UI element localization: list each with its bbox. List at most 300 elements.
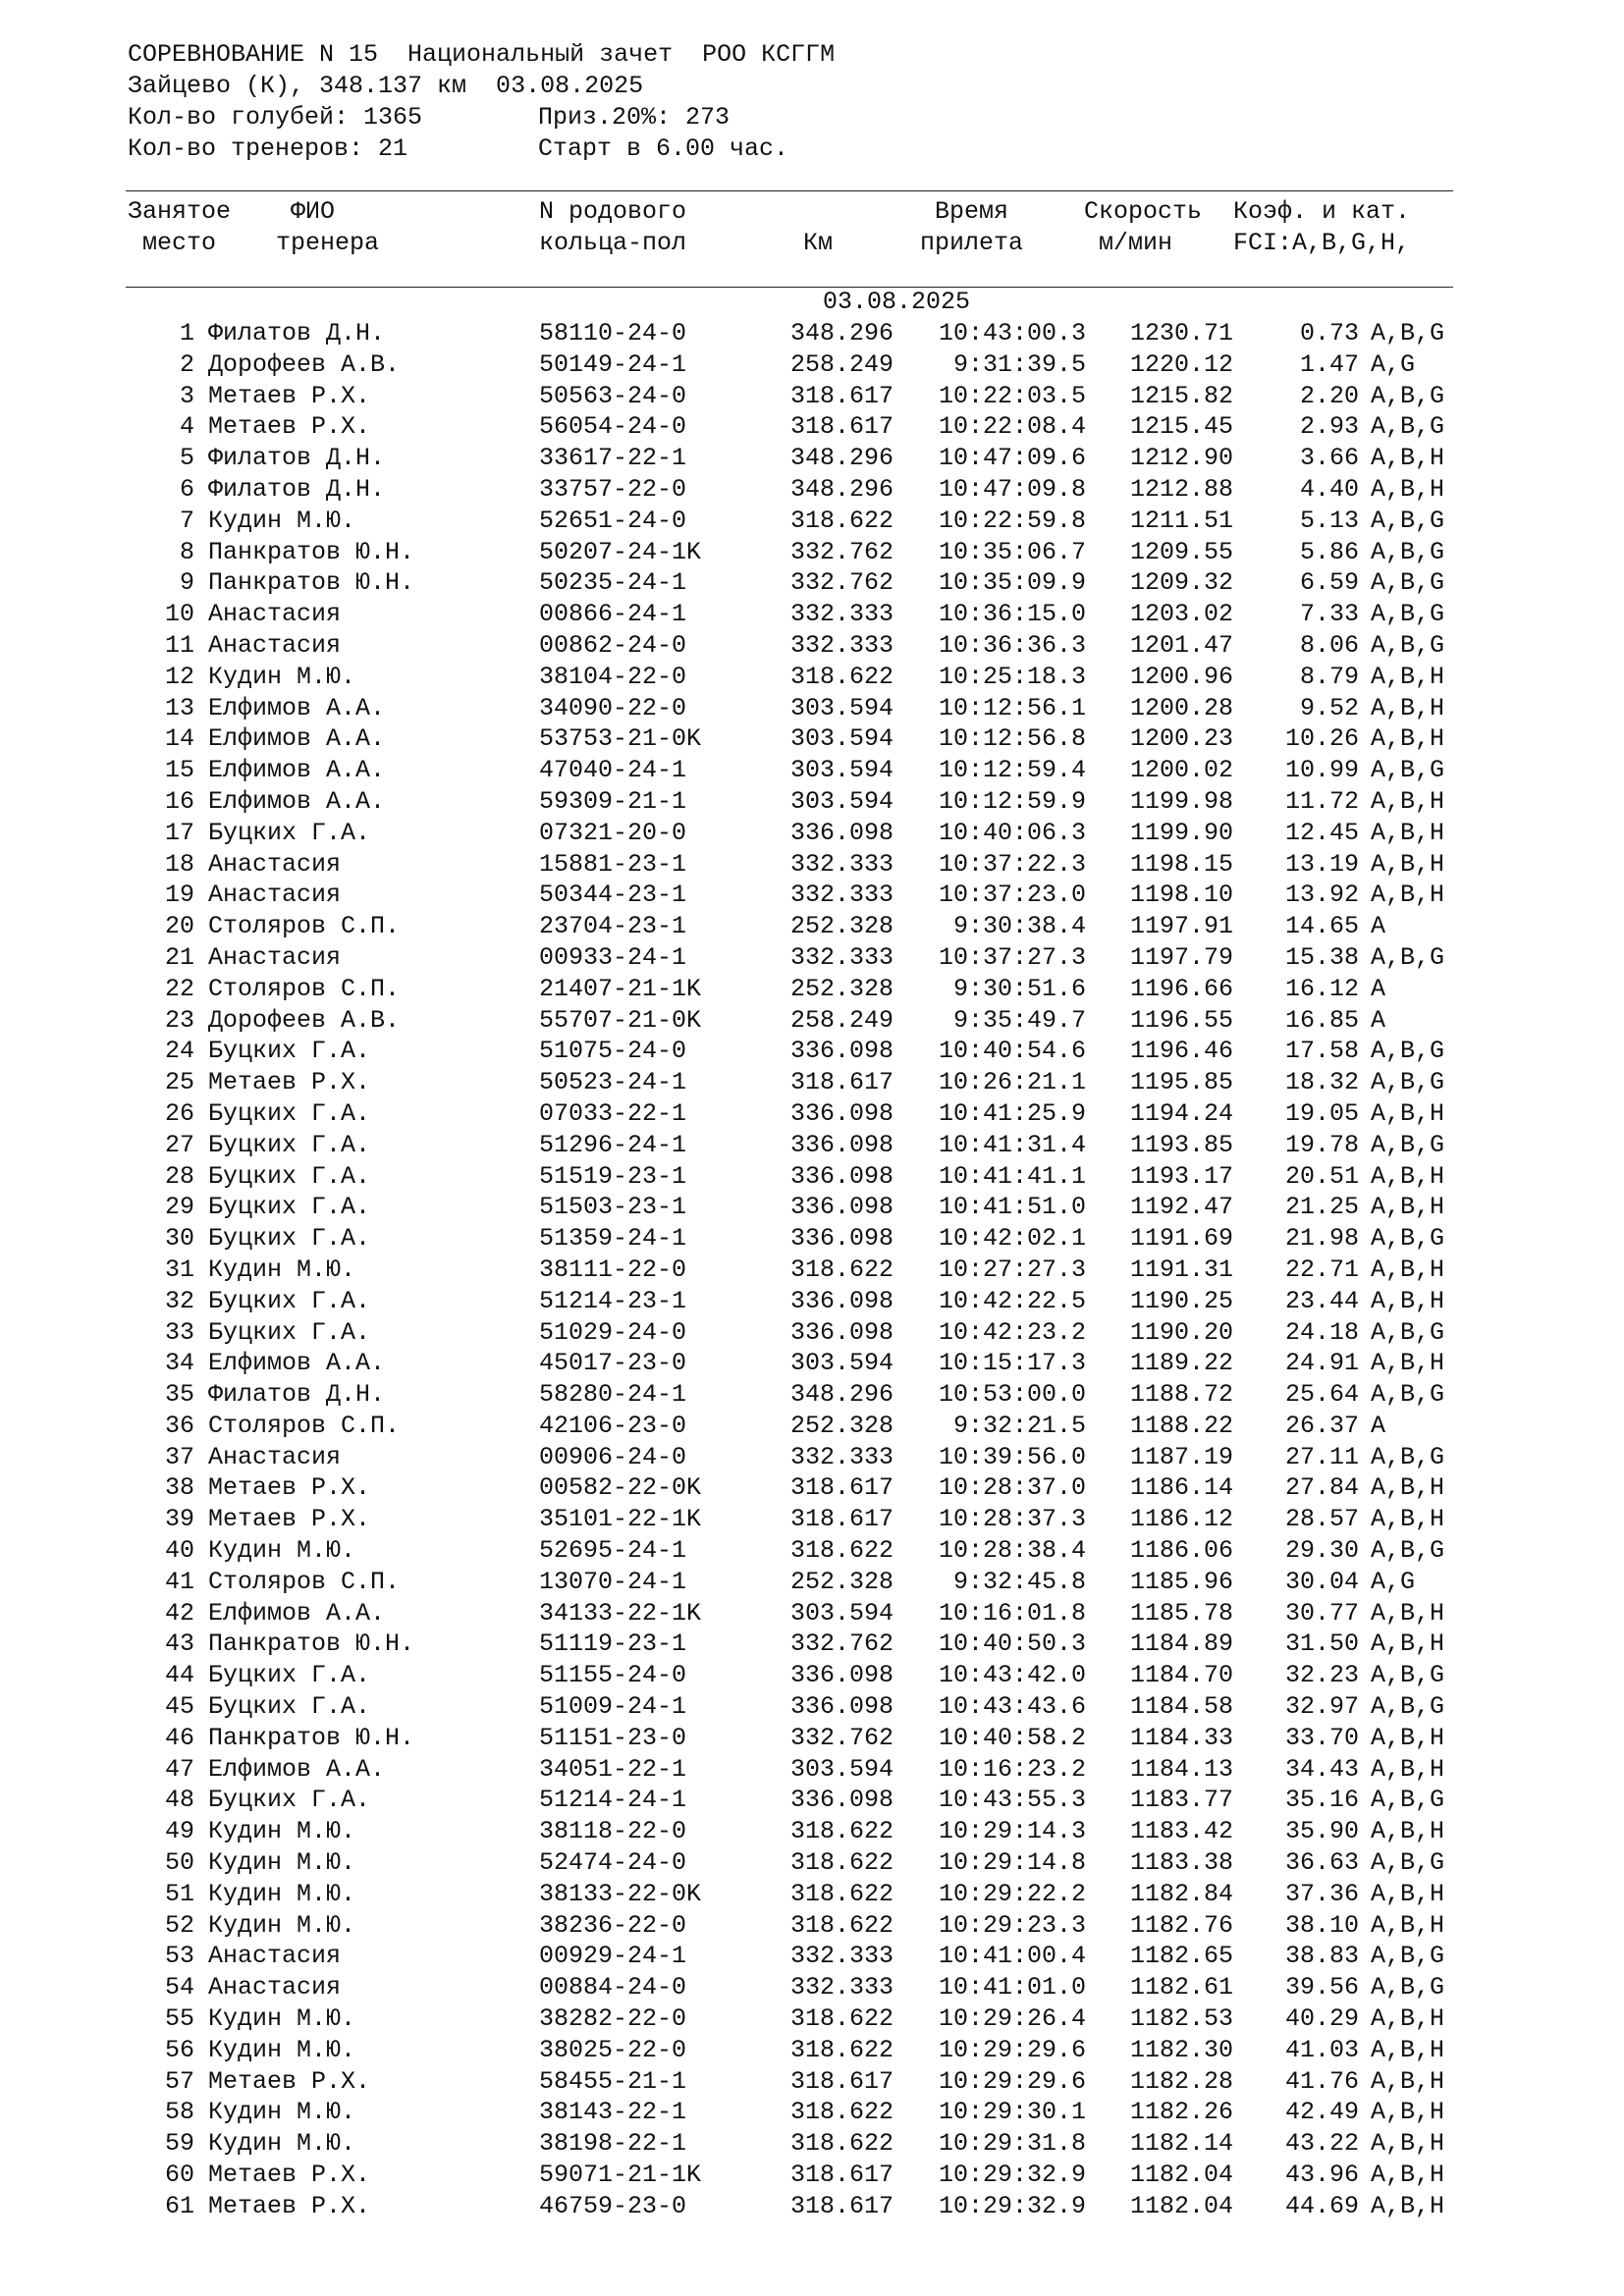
- place-cell: 18: [164, 849, 194, 879]
- table-row: [0, 381, 1624, 412]
- trainer-cell: Дорофеев А.В.: [208, 349, 401, 379]
- trainer-cell: Кудин М.Ю.: [208, 1536, 356, 1566]
- ring-cell: 51519-23-1: [539, 1161, 687, 1191]
- category-cell: A: [1371, 912, 1386, 941]
- table-row: [0, 1223, 1624, 1255]
- place-cell: 17: [164, 818, 194, 847]
- table-row: [0, 1754, 1624, 1786]
- place-cell: 1: [179, 319, 194, 347]
- trainer-cell: Буцких Г.А.: [208, 1193, 371, 1222]
- category-cell: A,B,G: [1371, 1130, 1445, 1159]
- place-cell: 12: [164, 662, 194, 691]
- ring-cell: 38025-22-0: [539, 2035, 687, 2064]
- km-cell: 318.622: [789, 1910, 893, 1940]
- place-cell: 58: [164, 2098, 194, 2127]
- coef-cell: 34.43: [1284, 1754, 1359, 1784]
- km-cell: 336.098: [789, 1692, 893, 1722]
- place-cell: 9: [179, 568, 194, 598]
- coef-cell: 16.85: [1284, 1005, 1359, 1035]
- category-cell: A,B,H: [1371, 2035, 1445, 2064]
- coef-cell: 8.06: [1299, 630, 1359, 660]
- speed-cell: 1192.47: [1129, 1193, 1233, 1222]
- trainer-cell: Анастасия: [208, 881, 342, 910]
- place-cell: 57: [164, 2066, 194, 2096]
- category-cell: A: [1371, 1005, 1386, 1035]
- ring-cell: 58110-24-0: [539, 319, 687, 347]
- speed-cell: 1182.61: [1129, 1973, 1233, 2002]
- category-cell: A,B,G: [1371, 1317, 1445, 1347]
- ring-cell: 34133-22-1K: [539, 1598, 702, 1628]
- col-ring-line1: N родового: [539, 197, 687, 226]
- coef-cell: 27.84: [1284, 1473, 1359, 1503]
- coef-cell: 32.97: [1284, 1692, 1359, 1722]
- arrival-time-cell: 10:27:27.3: [938, 1255, 1086, 1284]
- coef-cell: 42.49: [1284, 2098, 1359, 2127]
- km-cell: 258.249: [789, 349, 893, 379]
- ring-cell: 38133-22-0K: [539, 1879, 702, 1908]
- speed-cell: 1186.14: [1129, 1473, 1233, 1503]
- coef-cell: 38.83: [1284, 1942, 1359, 1971]
- coef-cell: 40.29: [1284, 2004, 1359, 2034]
- km-cell: 318.622: [789, 506, 893, 535]
- coef-cell: 0.73: [1299, 319, 1359, 347]
- place-cell: 22: [164, 974, 194, 1003]
- place-cell: 29: [164, 1193, 194, 1222]
- ring-cell: 38104-22-0: [539, 662, 687, 691]
- trainer-cell: Кудин М.Ю.: [208, 2004, 356, 2034]
- km-cell: 318.617: [789, 2161, 893, 2190]
- km-cell: 318.622: [789, 1536, 893, 1566]
- place-cell: 45: [164, 1692, 194, 1722]
- speed-cell: 1196.55: [1129, 1005, 1233, 1035]
- table-row: [0, 1535, 1624, 1567]
- col-km: Км: [803, 229, 834, 257]
- coef-cell: 25.64: [1284, 1380, 1359, 1410]
- km-cell: 318.622: [789, 1817, 893, 1846]
- arrival-time-cell: 10:37:27.3: [938, 942, 1086, 972]
- table-row: [0, 1379, 1624, 1411]
- ring-cell: 00929-24-1: [539, 1942, 687, 1971]
- speed-cell: 1209.55: [1129, 537, 1233, 566]
- ring-cell: 35101-22-1K: [539, 1505, 702, 1534]
- coef-cell: 31.50: [1284, 1629, 1359, 1659]
- speed-cell: 1193.17: [1129, 1161, 1233, 1191]
- km-cell: 336.098: [789, 1098, 893, 1128]
- ring-cell: 51155-24-0: [539, 1661, 687, 1690]
- table-row: [0, 1005, 1624, 1037]
- category-cell: A,B,G: [1371, 1224, 1445, 1254]
- ring-cell: 47040-24-1: [539, 756, 687, 785]
- speed-cell: 1187.19: [1129, 1442, 1233, 1471]
- trainer-cell: Столяров С.П.: [208, 912, 401, 941]
- arrival-time-cell: 10:42:02.1: [938, 1224, 1086, 1254]
- place-cell: 60: [164, 2161, 194, 2190]
- category-cell: A,B,H: [1371, 1754, 1445, 1784]
- category-cell: A,B,G: [1371, 1536, 1445, 1566]
- category-cell: A,B,G: [1371, 568, 1445, 598]
- coef-cell: 1.47: [1299, 349, 1359, 379]
- speed-cell: 1191.69: [1129, 1224, 1233, 1254]
- ring-cell: 00906-24-0: [539, 1442, 687, 1471]
- table-top-rule: [126, 190, 1453, 191]
- table-row: [0, 693, 1624, 724]
- table-row: [0, 2128, 1624, 2160]
- trainer-cell: Кудин М.Ю.: [208, 1848, 356, 1878]
- category-cell: A,G: [1371, 349, 1416, 379]
- km-cell: 318.617: [789, 1473, 893, 1503]
- prize-count: Приз.20%: 273: [538, 103, 731, 132]
- arrival-time-cell: 10:43:43.6: [938, 1692, 1086, 1722]
- table-row: [0, 1504, 1624, 1535]
- km-cell: 318.622: [789, 662, 893, 691]
- trainer-cell: Буцких Г.А.: [208, 818, 371, 847]
- place-cell: 47: [164, 1754, 194, 1784]
- category-cell: A,B,G: [1371, 537, 1445, 566]
- table-row: [0, 630, 1624, 662]
- category-cell: A,B,H: [1371, 849, 1445, 879]
- col-name-line1: ФИО: [291, 197, 336, 226]
- km-cell: 332.762: [789, 1629, 893, 1659]
- ring-cell: 51009-24-1: [539, 1692, 687, 1722]
- category-cell: A,B,H: [1371, 1098, 1445, 1128]
- trainer-cell: Столяров С.П.: [208, 974, 401, 1003]
- coef-cell: 6.59: [1299, 568, 1359, 598]
- coef-cell: 2.93: [1299, 412, 1359, 442]
- ring-cell: 52651-24-0: [539, 506, 687, 535]
- arrival-time-cell: 10:42:22.5: [938, 1286, 1086, 1315]
- category-cell: A,B,H: [1371, 818, 1445, 847]
- coef-cell: 38.10: [1284, 1910, 1359, 1940]
- place-cell: 19: [164, 881, 194, 910]
- km-cell: 303.594: [789, 786, 893, 816]
- ring-cell: 34051-22-1: [539, 1754, 687, 1784]
- arrival-time-cell: 10:39:56.0: [938, 1442, 1086, 1471]
- speed-cell: 1183.77: [1129, 1786, 1233, 1815]
- km-cell: 318.622: [789, 2129, 893, 2159]
- arrival-time-cell: 10:36:36.3: [938, 630, 1086, 660]
- table-row: [0, 1317, 1624, 1349]
- place-cell: 15: [164, 756, 194, 785]
- ring-cell: 58455-21-1: [539, 2066, 687, 2096]
- place-cell: 52: [164, 1910, 194, 1940]
- speed-cell: 1196.66: [1129, 974, 1233, 1003]
- km-cell: 318.622: [789, 2035, 893, 2064]
- table-row: [0, 349, 1624, 381]
- category-cell: A,G: [1371, 1567, 1416, 1596]
- trainer-cell: Анастасия: [208, 600, 342, 629]
- km-cell: 348.296: [789, 474, 893, 504]
- speed-cell: 1200.96: [1129, 662, 1233, 691]
- table-row: [0, 662, 1624, 693]
- km-cell: 303.594: [789, 1598, 893, 1628]
- speed-cell: 1184.70: [1129, 1661, 1233, 1690]
- arrival-time-cell: 10:41:31.4: [938, 1130, 1086, 1159]
- trainer-cell: Елфимов А.А.: [208, 756, 386, 785]
- trainer-cell: Метаев Р.Х.: [208, 1068, 371, 1097]
- arrival-time-cell: 10:43:55.3: [938, 1786, 1086, 1815]
- trainer-cell: Елфимов А.А.: [208, 1598, 386, 1628]
- trainer-cell: Столяров С.П.: [208, 1411, 401, 1440]
- arrival-time-cell: 10:29:32.9: [938, 2191, 1086, 2220]
- ring-cell: 00884-24-0: [539, 1973, 687, 2002]
- table-row: [0, 2066, 1624, 2098]
- place-cell: 13: [164, 693, 194, 722]
- arrival-time-cell: 10:35:06.7: [938, 537, 1086, 566]
- category-cell: A,B,G: [1371, 1661, 1445, 1690]
- speed-cell: 1185.78: [1129, 1598, 1233, 1628]
- category-cell: A,B,G: [1371, 506, 1445, 535]
- arrival-time-cell: 10:22:03.5: [938, 381, 1086, 410]
- table-row: [0, 1348, 1624, 1379]
- category-cell: A,B,H: [1371, 474, 1445, 504]
- ring-cell: 21407-21-1K: [539, 974, 702, 1003]
- table-row: [0, 911, 1624, 942]
- place-cell: 8: [179, 537, 194, 566]
- ring-cell: 50149-24-1: [539, 349, 687, 379]
- km-cell: 336.098: [789, 1786, 893, 1815]
- arrival-time-cell: 10:37:23.0: [938, 881, 1086, 910]
- table-row: [0, 1098, 1624, 1130]
- ring-cell: 13070-24-1: [539, 1567, 687, 1596]
- arrival-time-cell: 10:35:09.9: [938, 568, 1086, 598]
- coef-cell: 14.65: [1284, 912, 1359, 941]
- arrival-time-cell: 10:12:56.8: [938, 724, 1086, 754]
- coef-cell: 13.92: [1284, 881, 1359, 910]
- km-cell: 332.333: [789, 881, 893, 910]
- table-row: [0, 1660, 1624, 1691]
- category-cell: A,B,G: [1371, 1692, 1445, 1722]
- coef-cell: 12.45: [1284, 818, 1359, 847]
- date-label: 03.08.2025: [823, 288, 971, 316]
- km-cell: 332.333: [789, 1942, 893, 1971]
- ring-cell: 00933-24-1: [539, 942, 687, 972]
- coef-cell: 21.98: [1284, 1224, 1359, 1254]
- place-cell: 39: [164, 1505, 194, 1534]
- coef-cell: 26.37: [1284, 1411, 1359, 1440]
- place-cell: 20: [164, 912, 194, 941]
- table-row: [0, 1161, 1624, 1193]
- trainer-cell: Панкратов Ю.Н.: [208, 568, 415, 598]
- arrival-time-cell: 10:40:50.3: [938, 1629, 1086, 1659]
- coef-cell: 4.40: [1299, 474, 1359, 504]
- speed-cell: 1197.79: [1129, 942, 1233, 972]
- col-coef-line1: Коэф. и кат.: [1233, 197, 1411, 226]
- category-cell: A,B,H: [1371, 444, 1445, 473]
- speed-cell: 1198.10: [1129, 881, 1233, 910]
- ring-cell: 38143-22-1: [539, 2098, 687, 2127]
- col-name-line2: тренера: [276, 229, 380, 257]
- arrival-time-cell: 10:16:23.2: [938, 1754, 1086, 1784]
- km-cell: 332.762: [789, 537, 893, 566]
- table-row: [0, 1036, 1624, 1067]
- km-cell: 332.333: [789, 630, 893, 660]
- place-cell: 28: [164, 1161, 194, 1191]
- col-place-line2: место: [142, 229, 217, 257]
- arrival-time-cell: 10:28:38.4: [938, 1536, 1086, 1566]
- coef-cell: 20.51: [1284, 1161, 1359, 1191]
- trainer-cell: Буцких Г.А.: [208, 1692, 371, 1722]
- km-cell: 332.333: [789, 600, 893, 629]
- km-cell: 332.333: [789, 1442, 893, 1471]
- category-cell: A,B,H: [1371, 1255, 1445, 1284]
- arrival-time-cell: 10:40:06.3: [938, 818, 1086, 847]
- col-time-line1: Время: [935, 197, 1009, 226]
- speed-cell: 1185.96: [1129, 1567, 1233, 1596]
- coef-cell: 10.26: [1284, 724, 1359, 754]
- category-cell: A,B,H: [1371, 662, 1445, 691]
- place-cell: 25: [164, 1068, 194, 1097]
- km-cell: 336.098: [789, 1286, 893, 1315]
- category-cell: A,B,G: [1371, 942, 1445, 972]
- trainer-cell: Елфимов А.А.: [208, 786, 386, 816]
- km-cell: 252.328: [789, 974, 893, 1003]
- speed-cell: 1183.38: [1129, 1848, 1233, 1878]
- km-cell: 252.328: [789, 912, 893, 941]
- place-cell: 11: [164, 630, 194, 660]
- trainer-cell: Анастасия: [208, 942, 342, 972]
- arrival-time-cell: 10:29:29.6: [938, 2035, 1086, 2064]
- coef-cell: 9.52: [1299, 693, 1359, 722]
- category-cell: A,B,H: [1371, 1473, 1445, 1503]
- speed-cell: 1197.91: [1129, 912, 1233, 941]
- arrival-time-cell: 10:41:41.1: [938, 1161, 1086, 1191]
- place-cell: 23: [164, 1005, 194, 1035]
- ring-cell: 51151-23-0: [539, 1723, 687, 1752]
- place-cell: 59: [164, 2129, 194, 2159]
- category-cell: A,B,G: [1371, 381, 1445, 410]
- coef-cell: 19.78: [1284, 1130, 1359, 1159]
- trainer-cell: Кудин М.Ю.: [208, 506, 356, 535]
- km-cell: 252.328: [789, 1567, 893, 1596]
- arrival-time-cell: 10:12:59.9: [938, 786, 1086, 816]
- coef-cell: 18.32: [1284, 1068, 1359, 1097]
- ring-cell: 00582-22-0K: [539, 1473, 702, 1503]
- place-cell: 26: [164, 1098, 194, 1128]
- coef-cell: 7.33: [1299, 600, 1359, 629]
- trainer-cell: Буцких Г.А.: [208, 1130, 371, 1159]
- speed-cell: 1196.46: [1129, 1037, 1233, 1066]
- table-row: [0, 318, 1624, 349]
- trainer-cell: Буцких Г.А.: [208, 1224, 371, 1254]
- arrival-time-cell: 10:29:22.2: [938, 1879, 1086, 1908]
- table-row: [0, 474, 1624, 506]
- place-cell: 41: [164, 1567, 194, 1596]
- table-row: [0, 1472, 1624, 1504]
- col-speed-line1: Скорость: [1084, 197, 1203, 226]
- table-row: [0, 1691, 1624, 1723]
- category-cell: A,B,G: [1371, 1068, 1445, 1097]
- trainer-cell: Буцких Г.А.: [208, 1661, 371, 1690]
- place-cell: 6: [179, 474, 194, 504]
- coef-cell: 35.16: [1284, 1786, 1359, 1815]
- speed-cell: 1203.02: [1129, 600, 1233, 629]
- category-cell: A,B,H: [1371, 1505, 1445, 1534]
- trainer-cell: Елфимов А.А.: [208, 724, 386, 754]
- speed-cell: 1230.71: [1129, 319, 1233, 347]
- trainer-cell: Кудин М.Ю.: [208, 2129, 356, 2159]
- km-cell: 303.594: [789, 1349, 893, 1378]
- arrival-time-cell: 10:47:09.6: [938, 444, 1086, 473]
- coef-cell: 29.30: [1284, 1536, 1359, 1566]
- trainer-cell: Анастасия: [208, 849, 342, 879]
- table-row: [0, 1941, 1624, 1972]
- place-cell: 54: [164, 1973, 194, 2002]
- coef-cell: 30.77: [1284, 1598, 1359, 1628]
- km-cell: 318.617: [789, 2066, 893, 2096]
- km-cell: 332.762: [789, 1723, 893, 1752]
- ring-cell: 00866-24-1: [539, 600, 687, 629]
- place-cell: 16: [164, 786, 194, 816]
- table-header-rule: [126, 287, 1453, 288]
- speed-cell: 1182.76: [1129, 1910, 1233, 1940]
- category-cell: A,B,H: [1371, 1723, 1445, 1752]
- speed-cell: 1193.85: [1129, 1130, 1233, 1159]
- km-cell: 336.098: [789, 1161, 893, 1191]
- speed-cell: 1194.24: [1129, 1098, 1233, 1128]
- ring-cell: 55707-21-0K: [539, 1005, 702, 1035]
- category-cell: A,B,G: [1371, 412, 1445, 442]
- arrival-time-cell: 10:47:09.8: [938, 474, 1086, 504]
- trainer-cell: Елфимов А.А.: [208, 1754, 386, 1784]
- arrival-time-cell: 10:43:42.0: [938, 1661, 1086, 1690]
- category-cell: A,B,H: [1371, 2066, 1445, 2096]
- trainer-cell: Кудин М.Ю.: [208, 1910, 356, 1940]
- place-cell: 14: [164, 724, 194, 754]
- table-row: [0, 506, 1624, 537]
- coef-cell: 35.90: [1284, 1817, 1359, 1846]
- trainer-cell: Панкратов Ю.Н.: [208, 1723, 415, 1752]
- ring-cell: 38282-22-0: [539, 2004, 687, 2034]
- ring-cell: 59071-21-1K: [539, 2161, 702, 2190]
- place-cell: 48: [164, 1786, 194, 1815]
- ring-cell: 51214-24-1: [539, 1786, 687, 1815]
- col-place-line1: Занятое: [128, 197, 232, 226]
- category-cell: A,B,H: [1371, 2161, 1445, 2190]
- place-cell: 50: [164, 1848, 194, 1878]
- table-row: [0, 443, 1624, 474]
- km-cell: 258.249: [789, 1005, 893, 1035]
- trainer-cell: Буцких Г.А.: [208, 1098, 371, 1128]
- speed-cell: 1200.02: [1129, 756, 1233, 785]
- ring-cell: 38118-22-0: [539, 1817, 687, 1846]
- speed-cell: 1182.04: [1129, 2161, 1233, 2190]
- arrival-time-cell: 10:36:15.0: [938, 600, 1086, 629]
- arrival-time-cell: 10:43:00.3: [938, 319, 1086, 347]
- trainer-cell: Буцких Г.А.: [208, 1161, 371, 1191]
- speed-cell: 1200.23: [1129, 724, 1233, 754]
- place-cell: 31: [164, 1255, 194, 1284]
- speed-cell: 1190.25: [1129, 1286, 1233, 1315]
- ring-cell: 50344-23-1: [539, 881, 687, 910]
- category-cell: A: [1371, 1411, 1386, 1440]
- place-cell: 4: [179, 412, 194, 442]
- arrival-time-cell: 10:29:23.3: [938, 1910, 1086, 1940]
- speed-cell: 1182.53: [1129, 2004, 1233, 2034]
- ring-cell: 51075-24-0: [539, 1037, 687, 1066]
- table-row: [0, 1847, 1624, 1879]
- arrival-time-cell: 10:12:59.4: [938, 756, 1086, 785]
- table-row: [0, 1972, 1624, 2003]
- place-cell: 36: [164, 1411, 194, 1440]
- ring-cell: 53753-21-0K: [539, 724, 702, 754]
- ring-cell: 50563-24-0: [539, 381, 687, 410]
- km-cell: 318.622: [789, 1879, 893, 1908]
- speed-cell: 1211.51: [1129, 506, 1233, 535]
- col-speed-line2: м/мин: [1099, 229, 1173, 257]
- ring-cell: 38236-22-0: [539, 1910, 687, 1940]
- trainer-cell: Кудин М.Ю.: [208, 2035, 356, 2064]
- speed-cell: 1184.58: [1129, 1692, 1233, 1722]
